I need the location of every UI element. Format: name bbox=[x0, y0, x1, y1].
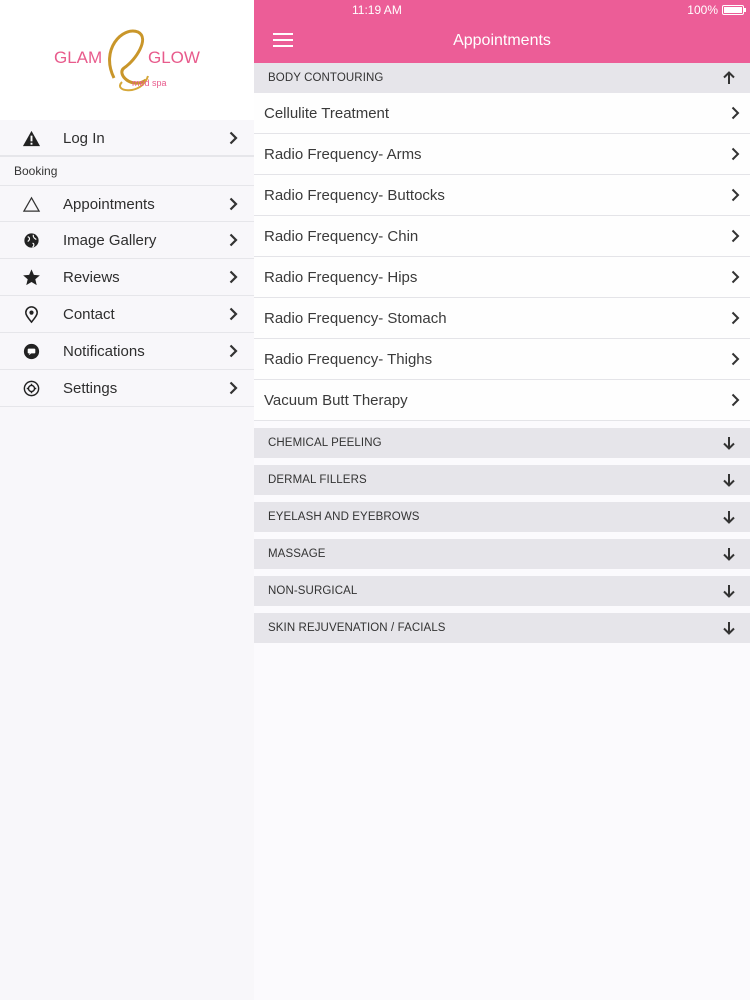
category-header-non-surgical[interactable] bbox=[254, 576, 750, 606]
app-header bbox=[254, 0, 750, 63]
service-item[interactable] bbox=[254, 380, 750, 421]
arrow-down-icon bbox=[722, 547, 736, 561]
category-label: BODY CONTOURING bbox=[268, 72, 384, 84]
chevron-right-icon bbox=[229, 344, 238, 358]
category-label: NON-SURGICAL bbox=[268, 585, 358, 597]
logo-text-glow: GLOW bbox=[148, 48, 200, 67]
battery-icon bbox=[722, 5, 744, 15]
chevron-right-icon bbox=[229, 197, 238, 211]
sidebar-item-settings[interactable] bbox=[0, 370, 254, 407]
category-label: CHEMICAL PEELING bbox=[268, 437, 382, 449]
chevron-right-icon bbox=[731, 106, 740, 120]
service-item[interactable] bbox=[254, 134, 750, 175]
sidebar-item-appointments[interactable] bbox=[0, 185, 254, 222]
arrow-down-icon bbox=[722, 436, 736, 450]
category-header-body-contouring[interactable] bbox=[254, 63, 750, 93]
chevron-right-icon bbox=[731, 229, 740, 243]
sidebar-item-reviews[interactable] bbox=[0, 259, 254, 296]
logo-subtitle: med spa bbox=[132, 78, 167, 88]
chevron-right-icon bbox=[731, 147, 740, 161]
chevron-right-icon bbox=[229, 233, 238, 247]
logo-text-glam: GLAM bbox=[54, 48, 103, 67]
chat-bubble-icon bbox=[22, 342, 41, 361]
service-label: Radio Frequency- Hips bbox=[264, 269, 418, 286]
sidebar bbox=[0, 0, 254, 1000]
service-label: Cellulite Treatment bbox=[264, 105, 390, 122]
chevron-right-icon bbox=[229, 381, 238, 395]
service-item[interactable] bbox=[254, 216, 750, 257]
arrow-down-icon bbox=[722, 473, 736, 487]
sidebar-item-contact[interactable] bbox=[0, 296, 254, 333]
service-item[interactable] bbox=[254, 93, 750, 134]
chevron-right-icon bbox=[229, 131, 238, 145]
category-label: MASSAGE bbox=[268, 548, 326, 560]
globe-icon bbox=[22, 231, 41, 250]
chevron-right-icon bbox=[731, 188, 740, 202]
sidebar-item-image-gallery[interactable] bbox=[0, 222, 254, 259]
appointments-list bbox=[254, 63, 750, 1000]
page-title: Appointments bbox=[453, 32, 551, 49]
chevron-right-icon bbox=[731, 270, 740, 284]
arrow-down-icon bbox=[722, 621, 736, 635]
sidebar-item-label: Image Gallery bbox=[63, 232, 157, 249]
arrow-up-icon bbox=[722, 71, 736, 85]
gear-icon bbox=[22, 379, 41, 398]
sidebar-item-label: Notifications bbox=[63, 343, 145, 360]
category-header-skin-rejuvenation-facials[interactable] bbox=[254, 613, 750, 643]
service-item[interactable] bbox=[254, 339, 750, 380]
logo-area bbox=[0, 0, 254, 120]
service-item[interactable] bbox=[254, 257, 750, 298]
sidebar-item-label: Contact bbox=[63, 306, 115, 323]
status-time: 11:19 AM bbox=[352, 3, 402, 17]
category-header-eyelash-and-eyebrows[interactable] bbox=[254, 502, 750, 532]
sidebar-item-label: Log In bbox=[63, 130, 105, 147]
category-label: EYELASH AND EYEBROWS bbox=[268, 511, 420, 523]
section-label-booking: Booking bbox=[14, 164, 58, 178]
sidebar-item-login[interactable] bbox=[0, 120, 254, 157]
sidebar-item-notifications[interactable] bbox=[0, 333, 254, 370]
chevron-right-icon bbox=[731, 393, 740, 407]
category-label: SKIN REJUVENATION / FACIALS bbox=[268, 622, 446, 634]
location-pin-icon bbox=[22, 305, 41, 324]
divider bbox=[0, 155, 254, 156]
sidebar-item-label: Appointments bbox=[63, 196, 155, 213]
warning-icon bbox=[22, 129, 41, 148]
category-header-chemical-peeling[interactable] bbox=[254, 428, 750, 458]
chevron-right-icon bbox=[229, 307, 238, 321]
sidebar-item-label: Reviews bbox=[63, 269, 120, 286]
category-header-massage[interactable] bbox=[254, 539, 750, 569]
service-label: Radio Frequency- Stomach bbox=[264, 310, 447, 327]
status-battery-percent: 100% bbox=[687, 3, 718, 17]
service-label: Radio Frequency- Chin bbox=[264, 228, 419, 245]
arrow-down-icon bbox=[722, 584, 736, 598]
service-label: Radio Frequency- Buttocks bbox=[264, 187, 445, 204]
category-header-dermal-fillers[interactable] bbox=[254, 465, 750, 495]
arrow-down-icon bbox=[722, 510, 736, 524]
service-label: Radio Frequency- Arms bbox=[264, 146, 422, 163]
triangle-icon bbox=[22, 195, 41, 214]
service-label: Vacuum Butt Therapy bbox=[264, 392, 408, 409]
service-item[interactable] bbox=[254, 175, 750, 216]
glam-glow-logo bbox=[52, 20, 204, 96]
category-label: DERMAL FILLERS bbox=[268, 474, 367, 486]
service-item[interactable] bbox=[254, 298, 750, 339]
chevron-right-icon bbox=[229, 270, 238, 284]
star-icon bbox=[22, 268, 41, 287]
sidebar-item-label: Settings bbox=[63, 380, 118, 397]
chevron-right-icon bbox=[731, 311, 740, 325]
chevron-right-icon bbox=[731, 352, 740, 366]
service-label: Radio Frequency- Thighs bbox=[264, 351, 433, 368]
